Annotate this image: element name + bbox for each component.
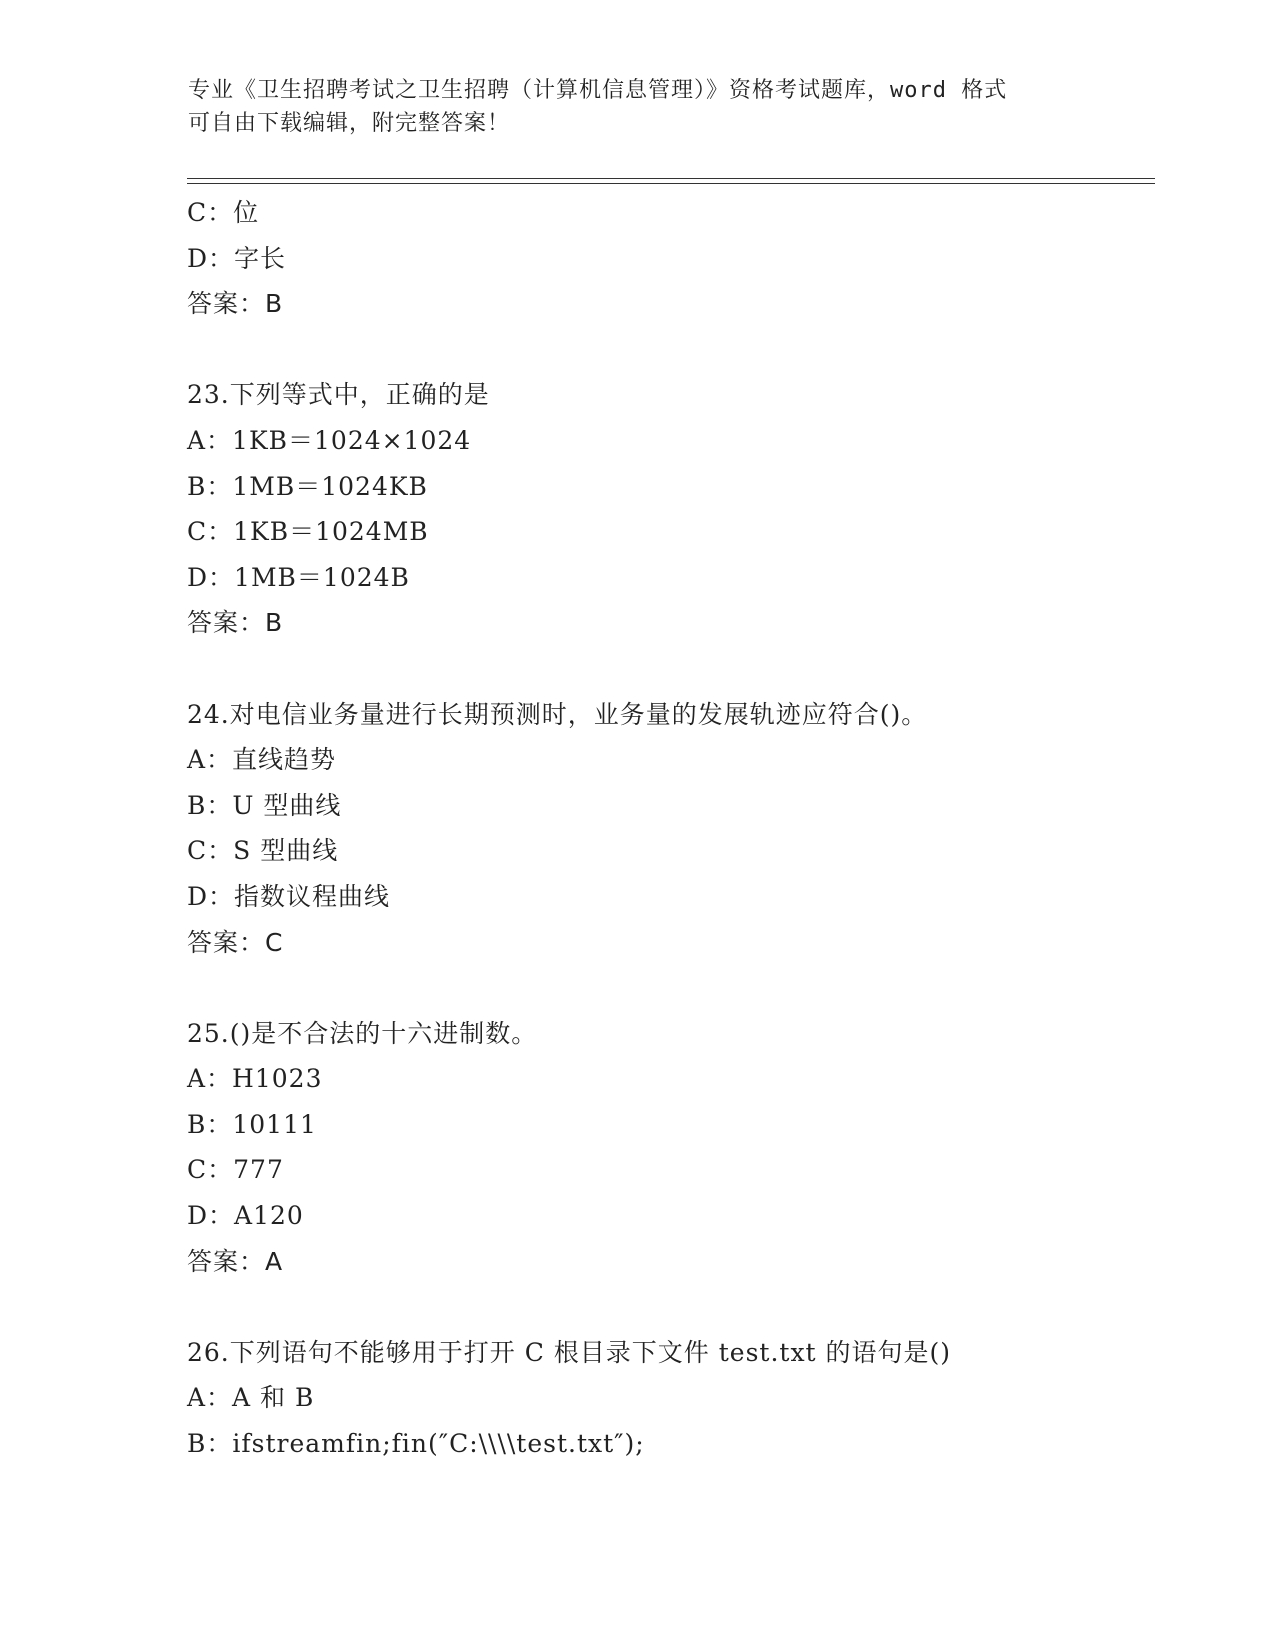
answer-line: 答案：B <box>187 608 284 638</box>
option-a: A：A 和 B <box>187 1383 315 1413</box>
spacer <box>187 965 1147 1011</box>
question-text: 24.对电信业务量进行长期预测时，业务量的发展轨迹应符合()。 <box>187 699 928 729</box>
question-25 <box>187 1011 1147 1285</box>
question-26 <box>187 1330 1147 1467</box>
answer-line: 答案：A <box>187 1246 284 1276</box>
question-24 <box>187 692 1147 966</box>
option-a: A：直线趋势 <box>187 745 337 775</box>
question-23 <box>187 372 1147 646</box>
option-c: C：S 型曲线 <box>187 836 339 866</box>
answer-line: 答案：C <box>187 927 284 957</box>
question-text: 23.下列等式中，正确的是 <box>187 380 490 410</box>
option-d: D：字长 <box>187 243 287 273</box>
question-22-tail <box>187 190 1147 327</box>
option-c: C：777 <box>187 1155 284 1185</box>
question-list <box>187 190 1147 1467</box>
option-b: B：U 型曲线 <box>187 790 342 820</box>
document-header <box>188 74 1088 140</box>
option-b: B：1MB＝1024KB <box>187 471 428 501</box>
option-d: D：指数议程曲线 <box>187 881 391 911</box>
answer-line: 答案：B <box>187 289 284 319</box>
option-c: C：1KB＝1024MB <box>187 517 429 547</box>
question-text: 26.下列语句不能够用于打开 C 根目录下文件 test.txt 的语句是() <box>187 1337 952 1367</box>
option-a: A：1KB＝1024×1024 <box>187 425 472 455</box>
option-c: C：位 <box>187 198 260 227</box>
question-text: 25.()是不合法的十六进制数。 <box>187 1018 538 1048</box>
option-d: D：1MB＝1024B <box>187 562 410 592</box>
option-a: A：H1023 <box>187 1064 323 1094</box>
spacer <box>187 1284 1147 1330</box>
option-b: B：10111 <box>187 1109 317 1139</box>
header-divider-bottom <box>187 183 1155 184</box>
option-d: D：A120 <box>187 1201 304 1231</box>
header-line-2: 可自由下载编辑，附完整答案！ <box>188 111 511 136</box>
spacer <box>187 646 1147 692</box>
spacer <box>187 327 1147 373</box>
header-line-1: 专业《卫生招聘考试之卫生招聘（计算机信息管理）》资格考试题库，word 格式 <box>188 78 1008 103</box>
option-b: B：ifstreamfin;fin(″C:\\\\test.txt″); <box>187 1429 645 1459</box>
header-divider-top <box>187 178 1155 179</box>
